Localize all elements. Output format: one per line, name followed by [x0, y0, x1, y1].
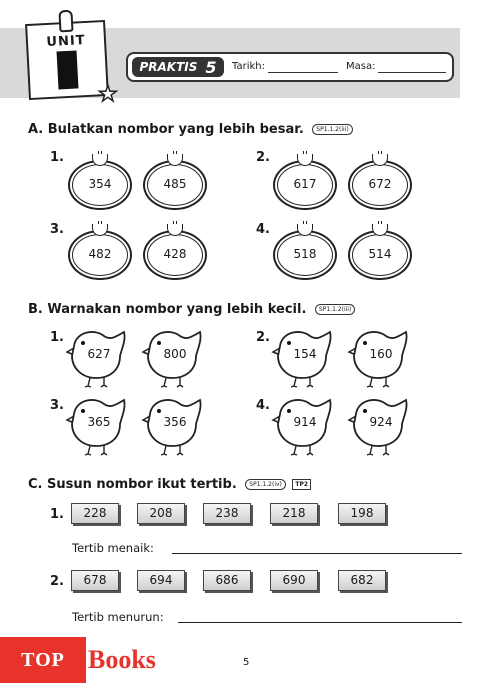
section-b-ref: SP1.1.2(iii)	[315, 304, 355, 315]
chick-value: 924	[369, 415, 393, 429]
chick-value: 365	[87, 415, 111, 429]
ring-value: 672	[368, 177, 392, 191]
number-tile: 238	[203, 503, 251, 524]
section-a-title	[28, 122, 353, 137]
praktis-label: PRAKTIS	[139, 60, 198, 74]
chick-b2-left[interactable]	[270, 326, 336, 388]
unit-word: UNIT	[46, 33, 86, 51]
ascending-answer-line[interactable]	[172, 553, 462, 554]
logo-books: Books	[88, 645, 156, 674]
ring-a2-left[interactable]	[273, 160, 337, 210]
number-tile: 690	[270, 570, 318, 591]
section-b-q1-label: 1.	[50, 330, 64, 345]
chick-b1-right[interactable]	[140, 326, 206, 388]
ring-a3-right[interactable]	[143, 230, 207, 280]
section-c-title-text: C. Susun nombor ikut tertib.	[28, 477, 237, 492]
chick-b3-left[interactable]	[64, 394, 130, 456]
unit-card	[25, 20, 109, 100]
praktis-bar	[126, 52, 454, 82]
date-label: Tarikh:	[232, 61, 265, 72]
section-c-ref: SP1.1.2(iv)	[245, 479, 286, 490]
number-tile: 208	[137, 503, 185, 524]
chick-value: 914	[293, 415, 317, 429]
ring-value: 354	[88, 177, 112, 191]
ascending-label: Tertib menaik:	[72, 541, 154, 555]
section-c-tp: TP2	[292, 479, 311, 490]
praktis-tag	[132, 57, 224, 77]
chick-value: 800	[163, 347, 187, 361]
logo-top: TOP	[0, 637, 86, 683]
ring-value: 617	[293, 177, 317, 191]
chick-b4-left[interactable]	[270, 394, 336, 456]
section-a-ref: SP1.1.2(iii)	[312, 124, 352, 135]
section-a-q1-label: 1.	[50, 150, 64, 165]
time-field[interactable]	[378, 72, 446, 73]
section-c-title	[28, 477, 311, 492]
paper-clip-icon	[58, 10, 73, 33]
number-tile: 218	[270, 503, 318, 524]
section-c-q2-label: 2.	[50, 574, 64, 589]
section-b-q4-label: 4.	[256, 398, 270, 413]
section-b-q2-label: 2.	[256, 330, 270, 345]
section-c-q1-label: 1.	[50, 507, 64, 522]
page-number: 5	[243, 657, 250, 668]
section-a-q4-label: 4.	[256, 222, 270, 237]
ring-value: 428	[163, 247, 187, 261]
ring-a4-right[interactable]	[348, 230, 412, 280]
praktis-number: 5	[205, 57, 217, 77]
ring-a3-left[interactable]	[68, 230, 132, 280]
date-field[interactable]	[268, 72, 338, 73]
chick-value: 160	[369, 347, 393, 361]
time-label: Masa:	[346, 61, 376, 72]
section-b-q3-label: 3.	[50, 398, 64, 413]
ring-a2-right[interactable]	[348, 160, 412, 210]
chick-b1-left[interactable]	[64, 326, 130, 388]
section-b-title	[28, 302, 355, 317]
chick-value: 356	[163, 415, 187, 429]
number-tile: 682	[338, 570, 386, 591]
chick-value: 154	[293, 347, 317, 361]
section-a-title-text: A. Bulatkan nombor yang lebih besar.	[28, 122, 304, 137]
ring-value: 485	[163, 177, 187, 191]
section-a-q3-label: 3.	[50, 222, 64, 237]
ring-value: 482	[88, 247, 112, 261]
section-a-q2-label: 2.	[256, 150, 270, 165]
unit-number	[57, 50, 79, 89]
chick-value: 627	[87, 347, 111, 361]
ring-a4-left[interactable]	[273, 230, 337, 280]
topbooks-logo	[0, 637, 184, 683]
ring-a1-right[interactable]	[143, 160, 207, 210]
section-b-title-text: B. Warnakan nombor yang lebih kecil.	[28, 302, 307, 317]
ring-value: 518	[293, 247, 317, 261]
number-tile: 228	[71, 503, 119, 524]
ring-a1-left[interactable]	[68, 160, 132, 210]
number-tile: 198	[338, 503, 386, 524]
star-icon: ★	[98, 82, 118, 107]
ring-value: 514	[368, 247, 392, 261]
chick-b3-right[interactable]	[140, 394, 206, 456]
number-tile: 686	[203, 570, 251, 591]
descending-label: Tertib menurun:	[72, 610, 164, 624]
number-tile: 678	[71, 570, 119, 591]
chick-b4-right[interactable]	[346, 394, 412, 456]
chick-b2-right[interactable]	[346, 326, 412, 388]
number-tile: 694	[137, 570, 185, 591]
descending-answer-line[interactable]	[178, 622, 462, 623]
